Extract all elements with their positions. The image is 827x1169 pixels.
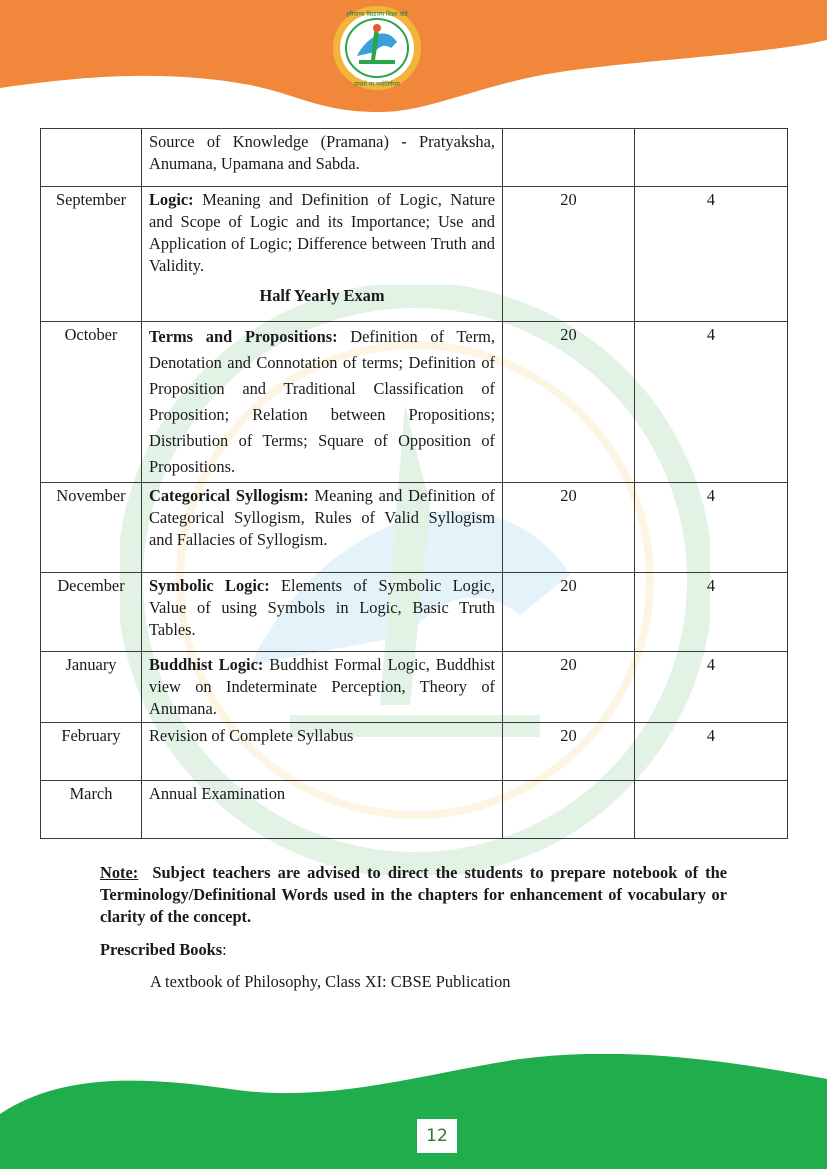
month-cell: January [41, 652, 142, 723]
table-row [41, 781, 788, 839]
topic-title: Terms and Propositions: [149, 327, 338, 346]
marks-cell: 20 [503, 187, 635, 322]
marks-cell: 20 [503, 573, 635, 652]
topic-title: Categorical Syllogism: [149, 486, 309, 505]
topic-title: Logic: [149, 190, 194, 209]
topic-text: Buddhist Formal Logic, Buddhist view on Indeterminate Perception, Theory of Anumana. [149, 655, 496, 718]
month-cell: December [41, 573, 142, 652]
table-row [41, 483, 788, 573]
periods-cell: 4 [635, 573, 788, 652]
topic-text: Meaning and Definition of Logic, Nature and Scope of Logic and its Importance; Use and Application of Logic; Difference between Truth and Validity. [149, 190, 495, 275]
marks-cell: 20 [503, 723, 635, 781]
table-row [41, 187, 788, 322]
month-cell: March [41, 781, 142, 839]
topic-title: Buddhist Logic: [149, 655, 264, 674]
half-yearly-exam-label: Half Yearly Exam [259, 286, 385, 305]
table-row [41, 723, 788, 781]
topic-text: Meaning and Definition of Categorical Syllogism, Rules of Valid Syllogism and Fallacies of Syllogism. [149, 486, 495, 549]
topic-cell [142, 723, 503, 781]
marks-cell: 20 [503, 322, 635, 483]
periods-cell: 4 [635, 483, 788, 573]
prescribed-books-heading [100, 940, 227, 960]
topic-text: Source of Knowledge (Pramana) - Pratyaksha, Anumana, Upamana and Sabda. [149, 132, 495, 173]
table-row [41, 652, 788, 723]
month-cell: September [41, 187, 142, 322]
periods-cell: 4 [635, 652, 788, 723]
marks-cell: 20 [503, 652, 635, 723]
topic-text: Elements of Symbolic Logic, Value of using Symbols in Logic, Basic Truth Tables. [149, 576, 495, 639]
month-cell: October [41, 322, 142, 483]
topic-cell [142, 129, 503, 187]
bottom-green-banner [0, 1054, 827, 1169]
month-cell [41, 129, 142, 187]
topic-text: Annual Examination [149, 784, 286, 803]
periods-cell: 4 [635, 322, 788, 483]
topic-cell [142, 652, 503, 723]
page-number: 12 [416, 1118, 458, 1154]
board-logo-icon [331, 4, 423, 92]
note-label: Note: [100, 863, 139, 882]
periods-cell [635, 781, 788, 839]
periods-cell: 4 [635, 723, 788, 781]
syllabus-table [40, 128, 788, 839]
topic-cell [142, 322, 503, 483]
topic-text: Revision of Complete Syllabus [149, 726, 354, 745]
table-row [41, 322, 788, 483]
periods-cell: 4 [635, 187, 788, 322]
prescribed-book-item: A textbook of Philosophy, Class XI: CBSE Publication [150, 972, 511, 991]
topic-cell [142, 187, 503, 322]
periods-cell [635, 129, 788, 187]
marks-cell [503, 129, 635, 187]
teacher-note [100, 862, 732, 928]
topic-cell [142, 781, 503, 839]
prescribed-books-colon: : [222, 940, 227, 959]
note-text: Subject teachers are advised to direct the students to prepare notebook of the Terminology/Definitional Words used in the chapters for enhancement of vocabulary or clarity of the concept. [100, 863, 732, 926]
topic-title: Symbolic Logic: [149, 576, 270, 595]
table-row [41, 573, 788, 652]
month-cell: February [41, 723, 142, 781]
topic-cell [142, 483, 503, 573]
month-cell: November [41, 483, 142, 573]
marks-cell [503, 781, 635, 839]
topic-cell [142, 573, 503, 652]
topic-text: Definition of Term, Denotation and Connotation of terms; Definition of Proposition and Traditional Classification of Proposition; Relation between Propositions; Distribution of Terms; Square of Opposition of Propositions. [149, 327, 495, 476]
prescribed-books-label: Prescribed Books [100, 940, 223, 959]
table-row [41, 129, 788, 187]
logo-text-top: हरियाणा विद्यालय शिक्षा बोर्ड [346, 11, 408, 18]
marks-cell: 20 [503, 483, 635, 573]
logo-text-bottom: तमसो मा ज्योतिर्गमय [354, 81, 400, 88]
